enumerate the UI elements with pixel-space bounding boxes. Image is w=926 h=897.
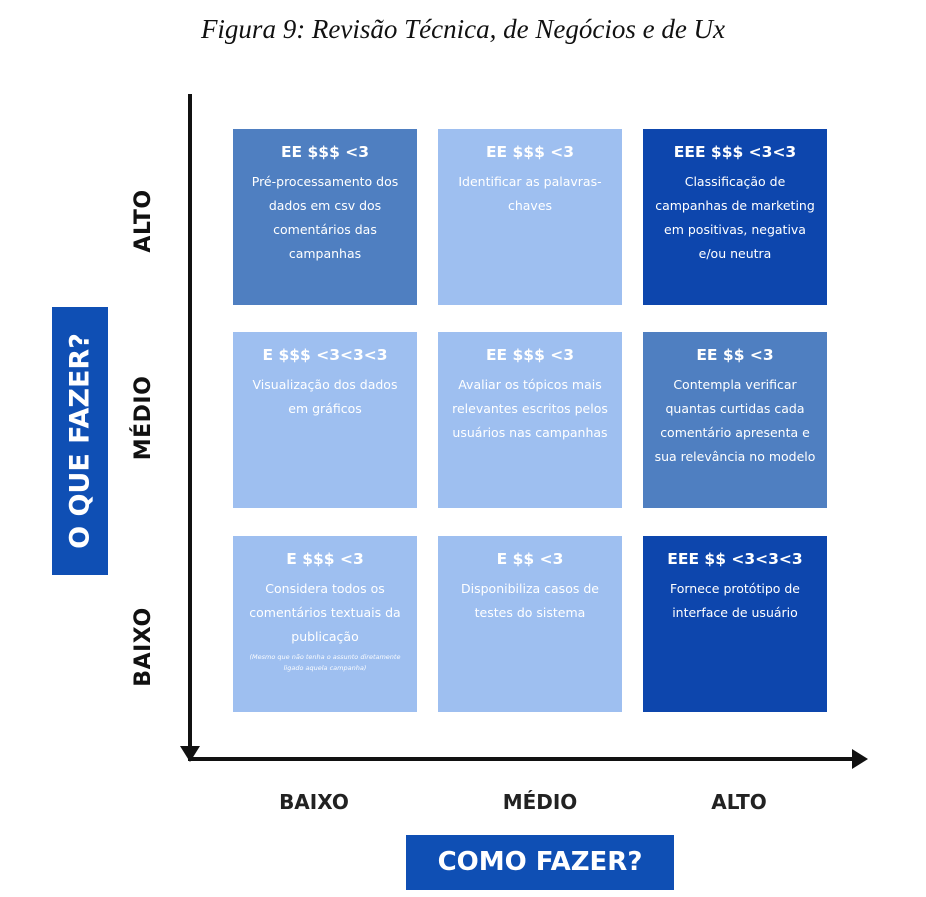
cell-description: Avaliar os tópicos mais relevantes escritos pelos usuários nas campanhas	[452, 377, 608, 440]
y-axis-title: O QUE FAZER?	[64, 333, 96, 549]
matrix-cell-alto-baixo	[233, 129, 417, 305]
cell-description: Disponibiliza casos de testes do sistema	[461, 581, 599, 620]
y-axis-title-box	[52, 307, 108, 575]
x-axis-arrow	[852, 749, 868, 769]
col-label-medio: MÉDIO	[502, 790, 578, 814]
cell-title: EE $$$ <3	[280, 143, 370, 161]
matrix-cell-alto-medio	[438, 129, 622, 305]
y-axis-line	[188, 94, 192, 754]
matrix-cell-baixo-alto	[643, 536, 827, 712]
matrix-cell-medio-alto	[643, 332, 827, 508]
matrix-cell-medio-baixo	[233, 332, 417, 508]
cell-title: EE $$$ <3	[485, 346, 575, 364]
col-label-alto: ALTO	[711, 790, 767, 814]
cell-title: E $$$ <3	[286, 550, 364, 568]
row-label-baixo: BAIXO	[131, 607, 156, 687]
cell-note: (Mesmo que não tenha o assunto diretamente ligado aquela campanha)	[249, 653, 401, 672]
cell-description: Fornece protótipo de interface de usuário	[669, 581, 800, 620]
cell-title: E $$ <3	[496, 550, 564, 568]
cell-title: EE $$ <3	[696, 346, 774, 364]
matrix-cell-baixo-medio	[438, 536, 622, 712]
cell-description: Pré-processamento dos dados em csv dos comentários das campanhas	[251, 174, 399, 261]
cell-description: Visualização dos dados em gráficos	[252, 377, 398, 416]
cell-title: EE $$$ <3	[485, 143, 575, 161]
cell-description: Considera todos os comentários textuais da publicação	[249, 581, 401, 644]
cell-title: EEE $$ <3<3<3	[667, 550, 803, 568]
matrix-cell-medio-medio	[438, 332, 622, 508]
cell-title: E $$$ <3<3<3	[262, 346, 388, 364]
row-label-medio: MÉDIO	[131, 375, 156, 461]
cell-title: EEE $$$ <3<3	[673, 143, 797, 161]
matrix-cell-baixo-baixo	[233, 536, 417, 712]
figure-caption: Figura 9: Revisão Técnica, de Negócios e de Ux	[200, 14, 726, 44]
cell-description: Classificação de campanhas de marketing em positivas, negativa e/ou neutra	[655, 174, 815, 261]
x-axis-line	[188, 757, 858, 761]
x-axis-title: COMO FAZER?	[406, 835, 674, 890]
col-label-baixo: BAIXO	[279, 790, 349, 814]
row-label-alto: ALTO	[131, 189, 156, 253]
matrix-cell-alto-alto	[643, 129, 827, 305]
cell-description: Contempla verificar quantas curtidas cada comentário apresenta e sua relevância no modelo	[654, 377, 816, 464]
cell-description: Identificar as palavras-chaves	[458, 174, 602, 213]
